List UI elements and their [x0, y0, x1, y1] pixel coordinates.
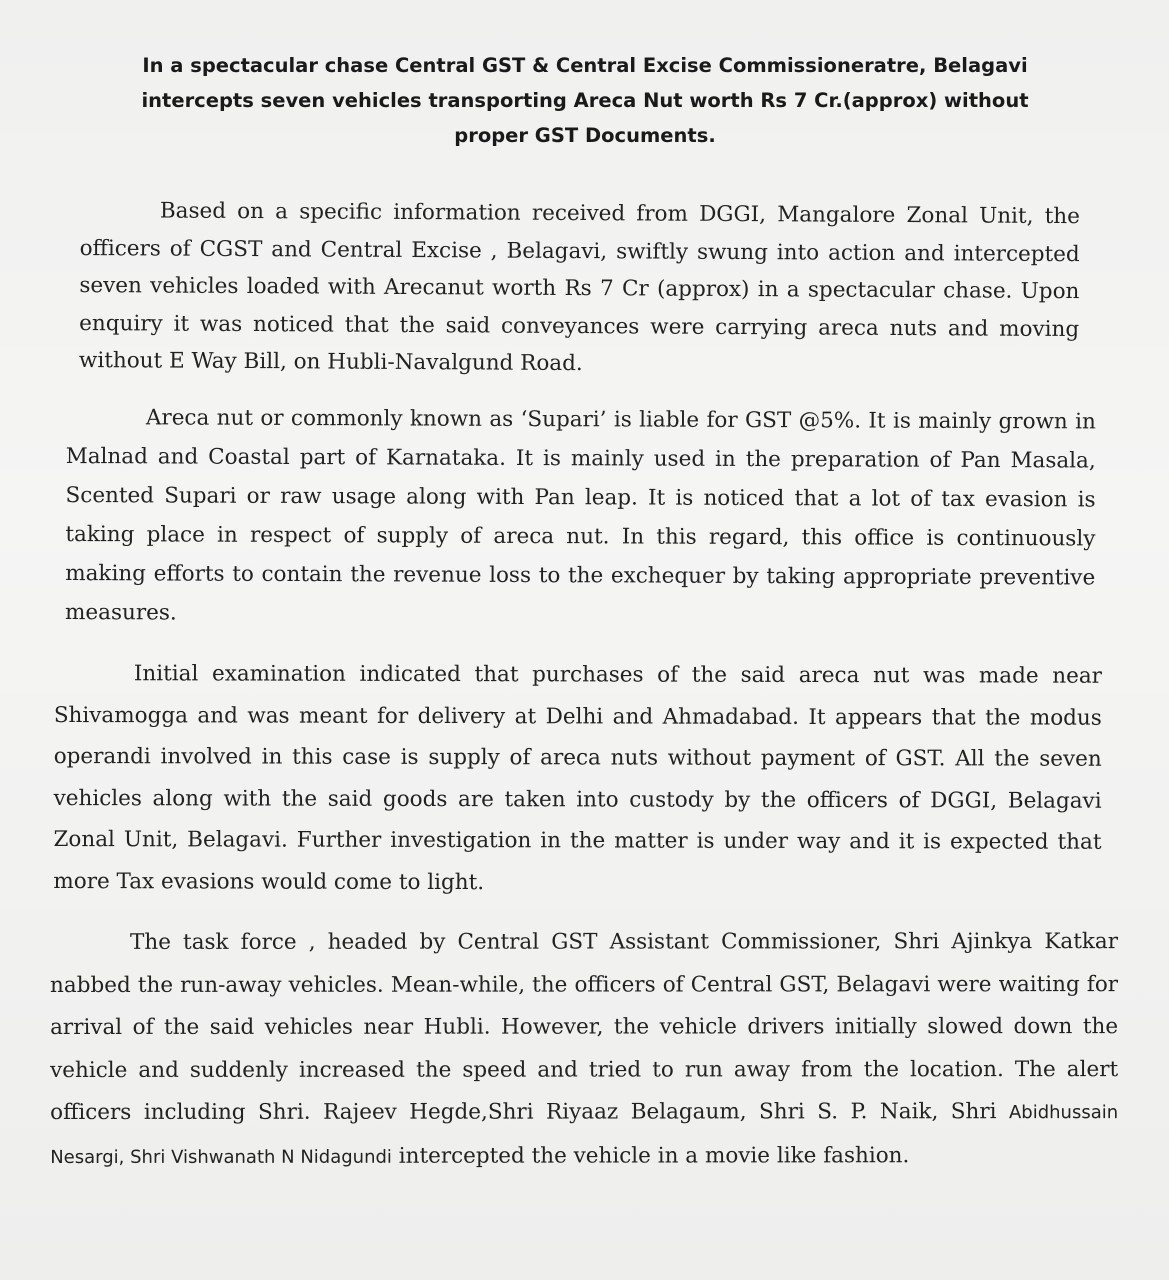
paragraph-areca-nut-gst: Areca nut or commonly known as ‘Supari’ is liable for GST @5%. It is mainly grown in Malnad and Coastal part of Karnataka. It is mainly used in the preparation of Pan Masala, Scented Supari or raw usage along with Pan leap. It is noticed that a lot of tax evasion is taking place in respect of supply of areca nut. In this regard, this office is continuously making efforts to contain the revenue loss to the exchequer by taking appropriate preventive measures.: [65, 405, 1096, 626]
paragraph-task-force: [50, 921, 1118, 1179]
task-force-text-start: The task force , headed by Central GST Assistant Commissioner, Shri Ajinkya Katkar nabbed the run-away vehicles. Mean-while, the officers of Central GST, Belagavi were waiting for arrival of the said vehicles near Hubli. However, the vehicle drivers initially slowed down the vehicle and suddenly increased the speed and tried to run away from the location. The alert officers including Shri. Rajeev Hegde,Shri Riyaaz Belagaum, Shri S. P. Naik, Shri: [50, 929, 1119, 1125]
headline-line-2: intercepts seven vehicles transporting Areca Nut worth Rs 7 Cr.(approx) without: [141, 89, 1029, 112]
headline-line-1: In a spectacular chase Central GST & Central Excise Commissioneratre, Belagavi: [142, 54, 1028, 77]
task-force-text-end: intercepted the vehicle in a movie like fashion.: [391, 1142, 910, 1169]
paragraph-initial-examination: Initial examination indicated that purchases of the said areca nut was made near Shivamogga and was meant for delivery at Delhi and Ahmadabad. It appears that the modus operandi involved in this case is supply of areca nuts without payment of GST. All the seven vehicles along with the said goods are taken into custody by the officers of DGGI, Belagavi Zonal Unit, Belagavi. Further investigation in the matter is under way and it is expected that more Tax evasions would come to light.: [53, 661, 1102, 895]
document-headline: [100, 48, 1070, 153]
headline-line-3: proper GST Documents.: [454, 124, 716, 147]
officer-names: Abidhussain Nesargi, Shri Vishwanath N Nidagundi: [50, 1102, 1119, 1168]
paragraph-interception: Based on a specific information received from DGGI, Mangalore Zonal Unit, the officers of CGST and Central Excise , Belagavi, swiftly swung into action and intercepted seven vehicles loaded with Arecanut worth Rs 7 Cr (approx) in a spectacular chase. Upon enquiry it was noticed that the said conveyances were carrying areca nuts and moving without E Way Bill, on Hubli-Navalgund Road.: [78, 198, 1080, 377]
